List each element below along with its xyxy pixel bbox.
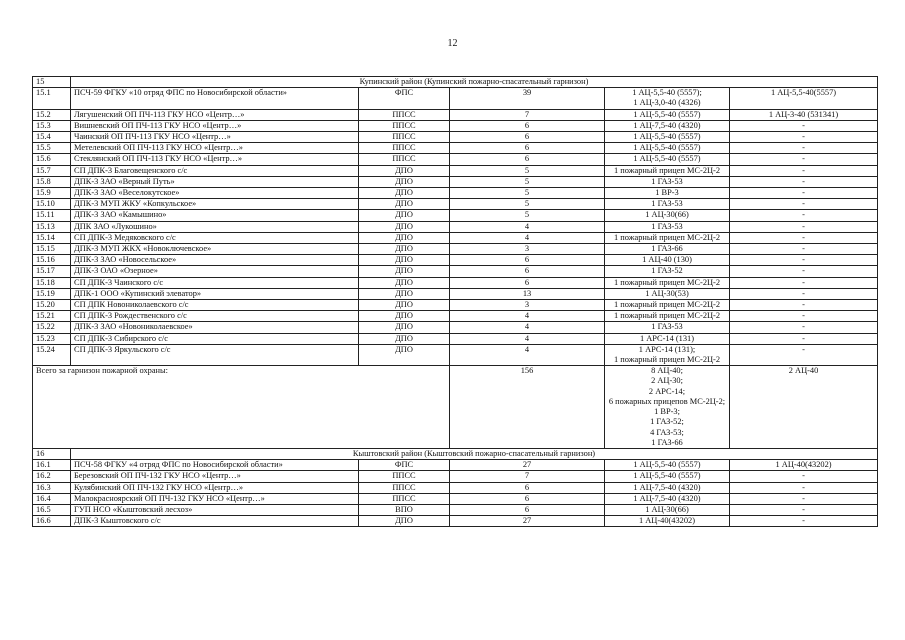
unit-type: ППСС [359, 482, 450, 493]
table-row [33, 460, 878, 471]
unit-type: ППСС [359, 154, 450, 165]
row-number: 16.3 [33, 482, 71, 493]
staff-count: 4 [450, 344, 605, 365]
unit-name: Березовский ОП ПЧ-132 ГКУ НСО «Центр…» [71, 471, 359, 482]
unit-type: ДПО [359, 333, 450, 344]
reserve-equipment: - [730, 199, 878, 210]
row-number: 15.7 [33, 165, 71, 176]
staff-count: 5 [450, 165, 605, 176]
reserve-equipment: - [730, 188, 878, 199]
equipment [605, 288, 730, 299]
reserve-equipment: - [730, 244, 878, 255]
unit-name: ПСЧ-59 ФГКУ «10 отряд ФПС по Новосибирской области» [71, 88, 359, 109]
row-number: 15.22 [33, 322, 71, 333]
unit-name: СП ДПК-3 Рождественского с/с [71, 311, 359, 322]
row-number: 15.8 [33, 176, 71, 187]
equipment-line: 1 ГАЗ-53 [651, 322, 683, 332]
equipment [605, 109, 730, 120]
reserve-equipment: - [730, 165, 878, 176]
row-number: 15.2 [33, 109, 71, 120]
unit-type: ППСС [359, 120, 450, 131]
row-number: 15.1 [33, 88, 71, 109]
equipment-line: 1 ГАЗ-53 [651, 221, 683, 231]
total-equipment-line: 2 АЦ-30; [651, 376, 683, 386]
staff-count: 6 [450, 266, 605, 277]
unit-type: ДПО [359, 300, 450, 311]
equipment-line: 1 ГАЗ-52 [651, 266, 683, 276]
equipment-line: 1 АЦ-30(66) [645, 504, 689, 514]
unit-type: ДПО [359, 210, 450, 221]
equipment-line: 1 АЦ-40 (130) [642, 255, 692, 265]
equipment [605, 333, 730, 344]
table-row [33, 199, 878, 210]
equipment-line: 1 АЦ-40(43202) [638, 516, 696, 526]
reserve-equipment: - [730, 277, 878, 288]
reserve-equipment: - [730, 300, 878, 311]
staff-count: 5 [450, 210, 605, 221]
total-equipment-line: 6 пожарных прицепов МС-2Ц-2; [608, 396, 726, 406]
unit-type: ДПО [359, 344, 450, 365]
table-row [33, 120, 878, 131]
unit-name: Чаинский ОП ПЧ-113 ГКУ НСО «Центр…» [71, 132, 359, 143]
reserve-equipment: - [730, 516, 878, 527]
unit-type: ДПО [359, 199, 450, 210]
row-number: 16.6 [33, 516, 71, 527]
reserve-equipment: - [730, 255, 878, 266]
equipment [605, 188, 730, 199]
unit-name: СП ДПК-3 Медяковского с/с [71, 232, 359, 243]
reserve-equipment: - [730, 221, 878, 232]
table-row [33, 288, 878, 299]
reserve-equipment: - [730, 322, 878, 333]
row-number: 15.15 [33, 244, 71, 255]
row-number: 15.10 [33, 199, 71, 210]
reserve-equipment: - [730, 344, 878, 365]
total-reserve: 2 АЦ-40 [730, 366, 878, 449]
table-row [33, 188, 878, 199]
unit-type: ДПО [359, 322, 450, 333]
unit-type: ФПС [359, 88, 450, 109]
section-title: Купинский район (Купинский пожарно-спасательный гарнизон) [71, 77, 878, 88]
equipment [605, 120, 730, 131]
table-row [33, 277, 878, 288]
table-row [33, 300, 878, 311]
table-row [33, 482, 878, 493]
staff-count: 4 [450, 311, 605, 322]
reserve-equipment: - [730, 288, 878, 299]
reserve-equipment: 1 АЦ-3-40 (531341) [730, 109, 878, 120]
row-number: 15.17 [33, 266, 71, 277]
row-number: 15.21 [33, 311, 71, 322]
garrison-table [32, 76, 878, 527]
table-row [33, 132, 878, 143]
unit-type: ДПО [359, 255, 450, 266]
section-number: 16 [33, 448, 71, 459]
row-number: 16.4 [33, 493, 71, 504]
equipment [605, 344, 730, 365]
equipment-line: 1 АЦ-5,5-40 (5557) [633, 143, 701, 153]
unit-name: ПСЧ-58 ФГКУ «4 отряд ФПС по Новосибирской области» [71, 460, 359, 471]
unit-name: СП ДПК-3 Благовещенского с/с [71, 165, 359, 176]
equipment [605, 300, 730, 311]
total-equipment [605, 366, 730, 449]
row-number: 16.1 [33, 460, 71, 471]
table-row [33, 165, 878, 176]
equipment-line: 1 АЦ-5,5-40 (5557) [633, 471, 701, 481]
unit-type: ДПО [359, 266, 450, 277]
table-row [33, 471, 878, 482]
unit-name: ДПК ЗАО «Лукошино» [71, 221, 359, 232]
row-number: 15.4 [33, 132, 71, 143]
equipment-line: 1 АЦ-7,5-40 (4320) [633, 120, 701, 130]
total-equipment-line: 1 ВР-3; [654, 407, 680, 417]
equipment [605, 165, 730, 176]
table-row [33, 143, 878, 154]
reserve-equipment: - [730, 266, 878, 277]
unit-type: ДПО [359, 277, 450, 288]
staff-count: 6 [450, 154, 605, 165]
table-row [33, 344, 878, 365]
reserve-equipment: - [730, 120, 878, 131]
table-row [33, 176, 878, 187]
unit-name: ГУП НСО «Кыштовский лесхоз» [71, 504, 359, 515]
reserve-equipment: - [730, 210, 878, 221]
equipment [605, 221, 730, 232]
staff-count: 6 [450, 132, 605, 143]
equipment-line: 1 ГАЗ-53 [651, 176, 683, 186]
unit-type: ДПО [359, 288, 450, 299]
row-number: 15.14 [33, 232, 71, 243]
equipment-line: 1 АЦ-5,5-40 (5557) [633, 460, 701, 470]
table-row [33, 322, 878, 333]
table-row [33, 154, 878, 165]
unit-type: ВПО [359, 504, 450, 515]
equipment [605, 176, 730, 187]
page-number: 12 [447, 38, 458, 49]
row-number: 15.24 [33, 344, 71, 365]
staff-count: 6 [450, 493, 605, 504]
staff-count: 5 [450, 188, 605, 199]
staff-count: 13 [450, 288, 605, 299]
unit-name: СП ДПК-3 Яркульского с/с [71, 344, 359, 365]
row-number: 15.11 [33, 210, 71, 221]
equipment-line: 1 ГАЗ-53 [651, 199, 683, 209]
table-row [33, 210, 878, 221]
equipment-line: 1 пожарный прицеп МС-2Ц-2 [613, 355, 721, 365]
total-equipment-line: 8 АЦ-40; [651, 366, 683, 376]
unit-name: СП ДПК Новониколаевского с/с [71, 300, 359, 311]
unit-name: Стеклянский ОП ПЧ-113 ГКУ НСО «Центр…» [71, 154, 359, 165]
equipment-line: 1 пожарный прицеп МС-2Ц-2 [613, 277, 721, 287]
table-row [33, 232, 878, 243]
unit-name: Лягушенский ОП ПЧ-113 ГКУ НСО «Центр…» [71, 109, 359, 120]
staff-count: 6 [450, 120, 605, 131]
staff-count: 6 [450, 255, 605, 266]
staff-count: 4 [450, 333, 605, 344]
equipment [605, 255, 730, 266]
table-row [33, 311, 878, 322]
unit-name: ДПК-3 Кыштовского с/с [71, 516, 359, 527]
equipment-line: 1 АЦ-5,5-40 (5557) [633, 109, 701, 119]
equipment [605, 516, 730, 527]
equipment-line: 1 пожарный прицеп МС-2Ц-2 [613, 232, 721, 242]
staff-count: 39 [450, 88, 605, 109]
unit-name: СП ДПК-3 Чаинского с/с [71, 277, 359, 288]
row-number: 15.18 [33, 277, 71, 288]
equipment [605, 199, 730, 210]
equipment [605, 482, 730, 493]
equipment-line: 1 АЦ-7,5-40 (4320) [633, 493, 701, 503]
table-body [33, 77, 878, 527]
staff-count: 7 [450, 109, 605, 120]
equipment-line: 1 АЦ-5,5-40 (5557) [633, 132, 701, 142]
unit-name: ДПК-3 ЗАО «Веселокутское» [71, 188, 359, 199]
equipment [605, 311, 730, 322]
unit-type: ДПО [359, 176, 450, 187]
equipment-line: 1 АЦ-5,5-40 (5557); [632, 88, 702, 98]
unit-name: Вишневский ОП ПЧ-113 ГКУ НСО «Центр…» [71, 120, 359, 131]
equipment [605, 266, 730, 277]
staff-count: 4 [450, 232, 605, 243]
row-number: 15.9 [33, 188, 71, 199]
unit-name: ДПК-3 ЗАО «Новониколаевское» [71, 322, 359, 333]
reserve-equipment: - [730, 471, 878, 482]
total-label: Всего за гарнизон пожарной охраны: [33, 366, 450, 449]
section-header-row [33, 77, 878, 88]
total-count: 156 [450, 366, 605, 449]
staff-count: 3 [450, 300, 605, 311]
reserve-equipment: - [730, 132, 878, 143]
unit-type: ППСС [359, 471, 450, 482]
staff-count: 7 [450, 471, 605, 482]
staff-count: 3 [450, 244, 605, 255]
total-equipment-line: 1 ГАЗ-66 [651, 437, 683, 447]
equipment-line: 1 АРС-14 (131); [638, 344, 696, 354]
unit-type: ДПО [359, 188, 450, 199]
staff-count: 4 [450, 221, 605, 232]
table-row [33, 504, 878, 515]
unit-name: Кулябинский ОП ПЧ-132 ГКУ НСО «Центр…» [71, 482, 359, 493]
table-row [33, 333, 878, 344]
equipment-line: 1 АЦ-3,0-40 (4326) [633, 98, 701, 108]
table-row [33, 266, 878, 277]
unit-name: ДПК-3 МУП ЖКУ «Копкульское» [71, 199, 359, 210]
row-number: 15.19 [33, 288, 71, 299]
staff-count: 27 [450, 516, 605, 527]
staff-count: 27 [450, 460, 605, 471]
unit-type: ДПО [359, 244, 450, 255]
staff-count: 6 [450, 504, 605, 515]
equipment-line: 1 АЦ-5,5-40 (5557) [633, 154, 701, 164]
staff-count: 6 [450, 277, 605, 288]
reserve-equipment: 1 АЦ-5,5-40(5557) [730, 88, 878, 109]
equipment [605, 322, 730, 333]
table-row [33, 255, 878, 266]
total-equipment-line: 4 ГАЗ-53; [650, 427, 684, 437]
equipment-line: 1 АРС-14 (131) [639, 333, 695, 343]
unit-type: ДПО [359, 221, 450, 232]
table-row [33, 244, 878, 255]
total-row [33, 366, 878, 449]
equipment [605, 132, 730, 143]
table-row [33, 221, 878, 232]
equipment [605, 277, 730, 288]
unit-name: ДПК-3 МУП ЖКХ «Новоключевское» [71, 244, 359, 255]
unit-name: Малокрасноярский ОП ПЧ-132 ГКУ НСО «Центр…» [71, 493, 359, 504]
unit-type: ДПО [359, 165, 450, 176]
unit-type: ППСС [359, 109, 450, 120]
row-number: 15.13 [33, 221, 71, 232]
row-number: 16.5 [33, 504, 71, 515]
unit-type: ДПО [359, 232, 450, 243]
table-row [33, 109, 878, 120]
unit-name: ДПК-3 ОАО «Озерное» [71, 266, 359, 277]
equipment-line: 1 ВР-3 [655, 188, 679, 198]
equipment [605, 493, 730, 504]
reserve-equipment: - [730, 176, 878, 187]
equipment [605, 504, 730, 515]
section-number: 15 [33, 77, 71, 88]
unit-type: ППСС [359, 493, 450, 504]
unit-type: ППСС [359, 132, 450, 143]
unit-type: ФПС [359, 460, 450, 471]
equipment [605, 210, 730, 221]
unit-name: ДПК-3 ЗАО «Верный Путь» [71, 176, 359, 187]
section-header-row [33, 448, 878, 459]
equipment-line: 1 пожарный прицеп МС-2Ц-2 [613, 165, 721, 175]
staff-count: 4 [450, 322, 605, 333]
unit-name: ДПК-1 ООО «Купинский элеватор» [71, 288, 359, 299]
row-number: 15.3 [33, 120, 71, 131]
reserve-equipment: - [730, 154, 878, 165]
staff-count: 5 [450, 199, 605, 210]
table-row [33, 516, 878, 527]
equipment [605, 471, 730, 482]
unit-type: ДПО [359, 516, 450, 527]
equipment-line: 1 АЦ-30(66) [645, 210, 689, 220]
row-number: 15.20 [33, 300, 71, 311]
reserve-equipment: - [730, 143, 878, 154]
table-row [33, 493, 878, 504]
reserve-equipment: - [730, 504, 878, 515]
reserve-equipment: 1 АЦ-40(43202) [730, 460, 878, 471]
unit-type: ППСС [359, 143, 450, 154]
unit-name: СП ДПК-3 Сибирского с/с [71, 333, 359, 344]
equipment [605, 460, 730, 471]
staff-count: 6 [450, 482, 605, 493]
total-equipment-line: 2 АРС-14; [648, 386, 686, 396]
equipment-line: 1 пожарный прицеп МС-2Ц-2 [613, 311, 721, 321]
row-number: 16.2 [33, 471, 71, 482]
equipment [605, 143, 730, 154]
section-title: Кыштовский район (Кыштовский пожарно-спасательный гарнизон) [71, 448, 878, 459]
staff-count: 5 [450, 176, 605, 187]
table-row [33, 88, 878, 109]
reserve-equipment: - [730, 333, 878, 344]
unit-name: Метелевский ОП ПЧ-113 ГКУ НСО «Центр…» [71, 143, 359, 154]
row-number: 15.16 [33, 255, 71, 266]
equipment [605, 244, 730, 255]
reserve-equipment: - [730, 493, 878, 504]
unit-name: ДПК-3 ЗАО «Камышино» [71, 210, 359, 221]
equipment-line: 1 пожарный прицеп МС-2Ц-2 [613, 300, 721, 310]
row-number: 15.23 [33, 333, 71, 344]
reserve-equipment: - [730, 232, 878, 243]
equipment-line: 1 АЦ-30(53) [645, 288, 689, 298]
equipment [605, 88, 730, 109]
reserve-equipment: - [730, 482, 878, 493]
equipment-line: 1 АЦ-7,5-40 (4320) [633, 482, 701, 492]
row-number: 15.6 [33, 154, 71, 165]
equipment-line: 1 ГАЗ-66 [651, 244, 683, 254]
total-equipment-line: 1 ГАЗ-52; [650, 417, 684, 427]
row-number: 15.5 [33, 143, 71, 154]
equipment [605, 154, 730, 165]
staff-count: 6 [450, 143, 605, 154]
equipment [605, 232, 730, 243]
reserve-equipment: - [730, 311, 878, 322]
unit-name: ДПК-3 ЗАО «Новосельское» [71, 255, 359, 266]
unit-type: ДПО [359, 311, 450, 322]
